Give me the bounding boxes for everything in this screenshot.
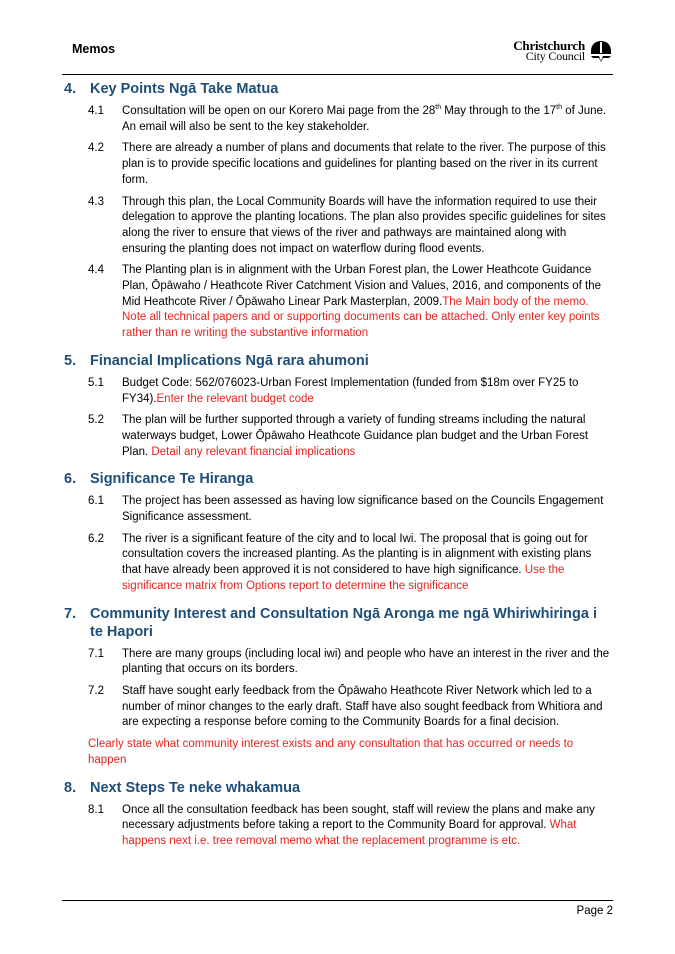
section-title: Next Steps Te neke whakamua <box>90 779 301 796</box>
instruction-text: What happens next i.e. tree removal memo what the replacement programme is etc. <box>122 819 577 847</box>
text-part: The plan will be further supported through a variety of funding streams including the natural waterways budget, Lower Ōpāwaho Heathcote Guidance plan budget and the Urban Forest Plan. <box>122 414 589 458</box>
paragraph-item <box>62 263 613 342</box>
section-title: Key Points Ngā Take Matua <box>90 81 279 97</box>
section-next-steps <box>62 779 613 850</box>
paragraph-text <box>122 532 613 595</box>
paragraph-number: 4.4 <box>88 264 104 277</box>
paragraph-number: 7.1 <box>88 647 104 660</box>
section-heading <box>62 80 613 98</box>
instruction-note: Clearly state what community interest exists and any consultation that has occurred or needs to happen <box>88 738 574 766</box>
paragraph-number: 5.1 <box>88 376 104 389</box>
section-community <box>62 605 613 769</box>
paragraph-item <box>62 141 613 188</box>
instruction-text: Enter the relevant budget code <box>156 392 314 405</box>
text-part: of June. An email will also be sent to the key stakeholder. <box>122 105 607 133</box>
instruction-text: Detail any relevant financial implications <box>151 445 356 458</box>
paragraph-item <box>62 647 613 678</box>
section-number: 6. <box>64 471 77 488</box>
instruction-text: Use the significance matrix from Options report to determine the significance <box>122 564 565 592</box>
paragraph-item <box>62 532 613 595</box>
memo-body <box>62 80 613 860</box>
paragraph-text <box>122 376 613 407</box>
section-significance <box>62 470 613 594</box>
superscript: th <box>556 104 563 112</box>
logo-line-1: Christchurch <box>513 38 585 53</box>
paragraph-text <box>122 104 613 135</box>
paragraph-text: There are many groups (including local iwi) and people who have an interest in the river and the planting that occurs on its borders. <box>122 647 610 676</box>
section-number: 5. <box>64 352 77 369</box>
text-part: Consultation will be open on our Korero Mai page from the 28 <box>122 105 436 117</box>
section-title: Significance Te Hiranga <box>90 471 254 488</box>
logo-line-2: City Council <box>525 49 585 63</box>
header-title: Memos <box>72 42 116 56</box>
paragraph-text: Through this plan, the Local Community Boards will have the information required to use their delegation to approve the planting locations. The plan also provides specific guidelines for sites along the river to ensure that views of the river and pathways are maintained along with ensuring the planting does not impact on waterflow during flood events. <box>122 195 606 255</box>
paragraph-text: The project has been assessed as having low significance based on the Councils Engagement Significance assessment. <box>122 495 604 524</box>
text-part: The Planting plan is in alignment with the Urban Forest plan, the Lower Heathcote Guidance Plan, Ōpāwaho / Heathcote River Catchment Vision and Values, 2016, and components of the Mid Heathcote River / Ōpāwaho Linear Park Masterplan, 2009. <box>122 264 602 308</box>
paragraph-number: 7.2 <box>88 684 104 697</box>
text-part: The river is a significant feature of the city and to local Iwi. The proposal that is going out for consultation covers the increased planting. As the planting is in alignment with existing plans that have already been approved it is not considered to have high significance. <box>122 532 592 577</box>
section-title: Community Interest and Consultation Ngā Aronga me ngā Whiriwhiringa i te Hapori <box>90 605 597 640</box>
text-part: Once all the consultation feedback has been sought, staff will review the plans and make any necessary adjustments before taking a report to the Community Board for approval. <box>122 803 595 832</box>
paragraph-text <box>122 413 613 460</box>
paragraph-text <box>122 263 613 342</box>
council-logo <box>513 40 613 62</box>
paragraph-text <box>122 803 613 850</box>
paragraph-number: 4.1 <box>88 105 104 117</box>
section-financial <box>62 352 613 461</box>
paragraph-number: 6.2 <box>88 532 104 545</box>
page-number: Page 2 <box>576 905 613 917</box>
section-number: 8. <box>64 779 77 796</box>
text-part: Budget Code: 562/076023-Urban Forest Implementation (funded from $18m over FY25 to FY34). <box>122 376 579 405</box>
instruction-text: The Main body of the memo. Note all technical papers and or supporting documents can be attached. Only enter key points rather than re writing the substantive information <box>122 295 600 340</box>
paragraph-item <box>62 803 613 850</box>
superscript: th <box>435 104 442 112</box>
section-heading <box>62 605 613 641</box>
paragraph-number: 5.2 <box>88 414 104 427</box>
paragraph-item <box>62 494 613 525</box>
text-part: May through to the 17 <box>441 105 557 117</box>
section-heading <box>62 352 613 370</box>
logo-text <box>513 40 585 62</box>
paragraph-text: Staff have sought early feedback from the Ōpāwaho Heathcote River Network which led to a number of minor changes to the early draft. Staff have also sought feedback from Whitiora and are expecting a response before coming to the Community Boards for a final decision. <box>122 684 603 729</box>
section-title: Financial Implications Ngā rara ahumoni <box>90 352 369 369</box>
paragraph-item <box>62 104 613 135</box>
paragraph-item <box>62 413 613 460</box>
paragraph-number: 6.1 <box>88 495 104 508</box>
cathedral-icon <box>589 40 613 62</box>
paragraph-text: There are already a number of plans and documents that relate to the river. The purpose of this plan is to provide specific locations and guidelines for planting based on the river in its current form. <box>122 142 606 186</box>
section-number: 4. <box>64 81 77 97</box>
paragraph-item <box>62 376 613 407</box>
paragraph-item <box>62 195 613 258</box>
paragraph-number: 4.2 <box>88 142 104 155</box>
section-number: 7. <box>64 605 77 622</box>
page-header <box>62 34 613 75</box>
paragraph-item <box>62 684 613 731</box>
page-footer <box>62 900 613 917</box>
section-key-points <box>62 80 613 342</box>
paragraph-number: 8.1 <box>88 803 104 816</box>
section-heading <box>62 470 613 488</box>
section-heading <box>62 779 613 797</box>
paragraph-number: 4.3 <box>88 195 104 208</box>
